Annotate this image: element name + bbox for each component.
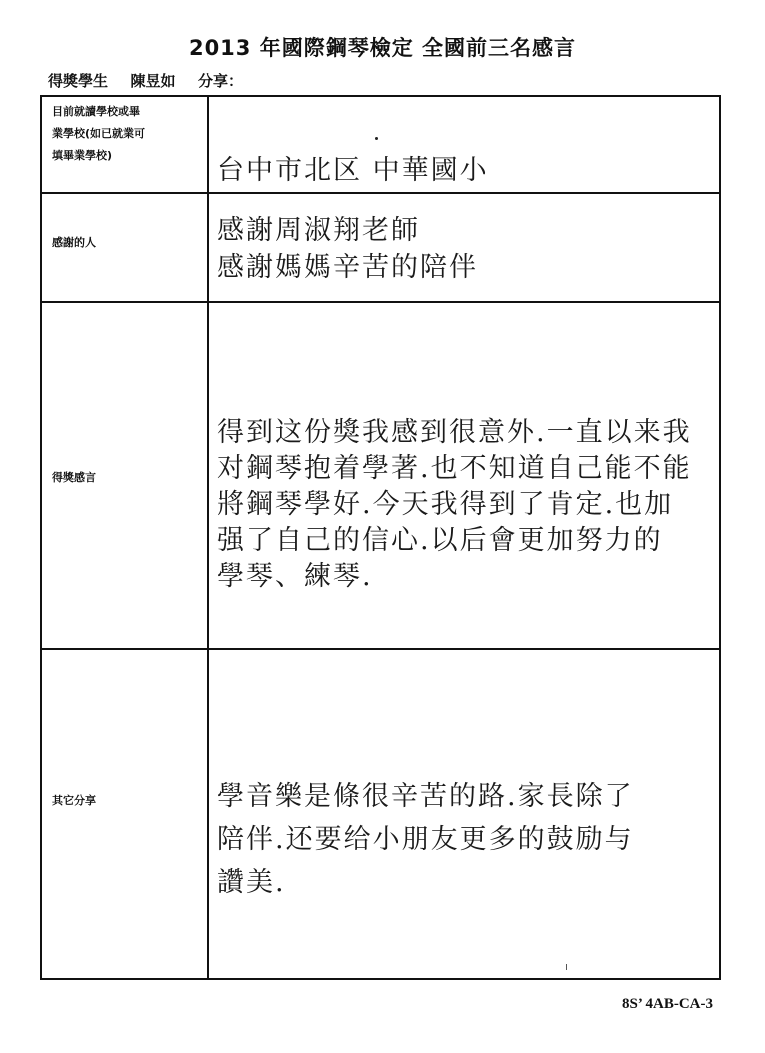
share-label: 分享：	[197, 72, 243, 90]
speech-answer: 得到这份獎我感到很意外.一直以来我 对鋼琴抱着學著.也不知道自己能不能 將鋼琴學好.今天我得到了肯定.也加 强了自己的信心.以后會更加努力的 學琴、練琴.	[217, 417, 692, 592]
school-label: 目前就讀學校或畢 業學校(如已就業可 填畢業學校)	[52, 105, 146, 162]
form-table	[40, 95, 721, 980]
speech-row	[42, 303, 719, 650]
thanks-row	[42, 194, 719, 303]
other-row	[42, 650, 719, 978]
speech-label: 得獎感言	[52, 471, 96, 484]
page-title: 2013 年國際鋼琴檢定 全國前三名感言	[188, 36, 577, 60]
stray-mark	[566, 964, 567, 970]
thanks-label: 感謝的人	[52, 236, 96, 249]
school-row	[42, 97, 719, 194]
other-answer: 學音樂是條很辛苦的路.家長除了 陪伴.还要给小朋友更多的鼓励与 讚美.	[217, 781, 634, 898]
school-answer: 台中市北区 中華國小	[217, 155, 489, 186]
student-line	[48, 70, 243, 91]
thanks-answer: 感謝周淑翔老師 感謝媽媽辛苦的陪伴	[217, 215, 478, 283]
student-label: 得獎學生	[48, 72, 109, 90]
ink-dot	[375, 137, 378, 140]
other-label: 其它分享	[52, 794, 96, 807]
student-name: 陳昱如	[130, 72, 176, 90]
document-code: 8S’ 4AB-CA-3	[622, 996, 713, 1012]
